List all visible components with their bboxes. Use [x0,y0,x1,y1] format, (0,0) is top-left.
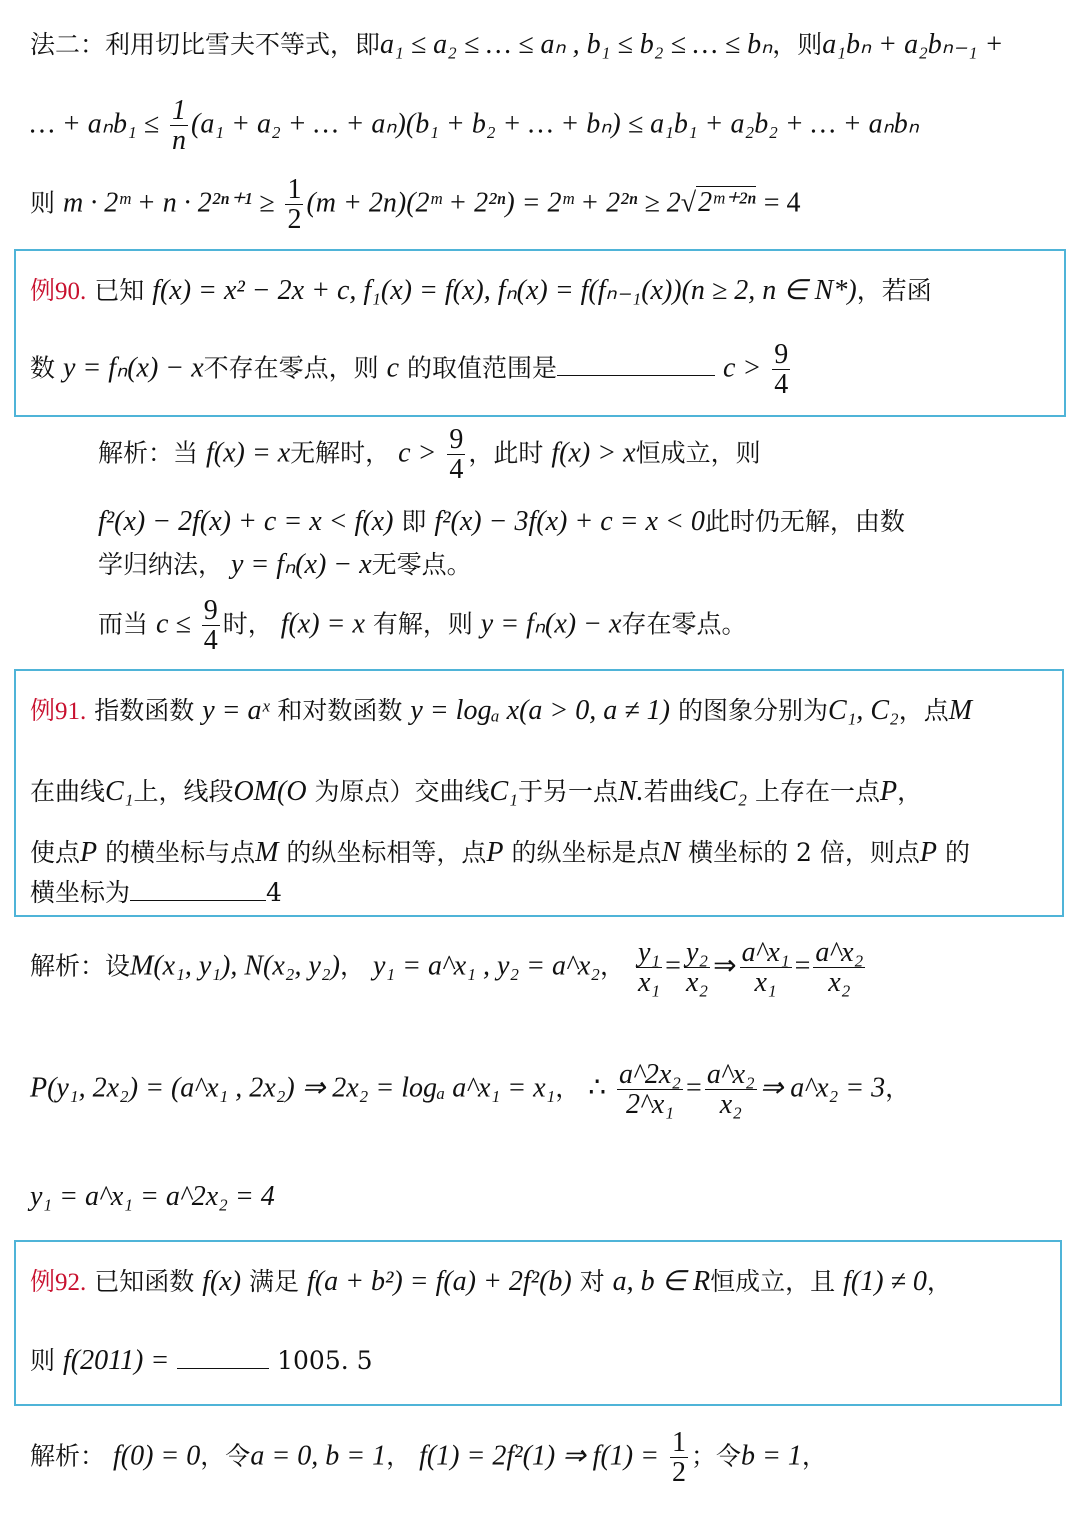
example-label: 例90. [30,278,87,305]
method2-line2: … + aₙb₁ ≤ $\frac{1}{n}$ (a₁ + a₂ + … + aₙ)(b₁ + b₂ + … + bₙ) ≤ a₁b₁ + a₂b₂ + … + aₙbₙ [30,95,919,157]
answer: 4 [266,878,282,907]
example-91-line4: 横坐标为 4 [30,878,282,907]
answer-blank [177,1368,269,1369]
solution-92-line1: 解析： f(0) = 0，令a = 0, b = 1， f(1) = 2f²(1) ⇒ f(1) = $\frac{1}{2}$ ；令b = 1， [30,1427,827,1489]
fraction: $\frac{\text{a\textasciicircum{}x₂}}{\text{x₂}}$ [706,1059,755,1121]
example-label: 例91. [30,698,87,725]
answer-blank [130,900,266,901]
answer: c > [722,352,762,384]
example-91-line1: 例91. 指数函数 y = aˣ 和对数函数 y = logₐ x(a > 0, a ≠ 1) 的图象分别为C₁, C₂，点M [30,695,973,726]
fraction: $\frac{9}{4}$ [774,339,789,401]
answer-blank [557,375,715,376]
method2-line1: 法二：利用切比雪夫不等式，即a₁ ≤ a₂ ≤ … ≤ aₙ , b₁ ≤ b₂ ≤ … ≤ bₙ，则a₁bₙ + a₂bₙ₋₁ + [30,29,1004,60]
example-92-line1: 例92. 已知函数 f(x) 满足 f(a + b²) = f(a) + 2f²(b) 对 a, b ∈ R恒成立，且 f(1) ≠ 0， [30,1266,952,1297]
example-90-line2: 数 y = fₙ(x) − x不存在零点，则 c 的取值范围是 c > $\frac{9}{4}$ [30,339,789,401]
example-91-line3: 使点P 的横坐标与点M 的纵坐标相等，点P 的纵坐标是点N 横坐标的 2 倍，则点P 的 [30,837,970,868]
example-92-line2: 则 f(2011) = 1005. 5 [30,1345,373,1376]
fraction: $\frac{1}{2}$ [287,174,302,236]
solution-90-line1: 解析：当 f(x) = x无解时， c > $\frac{9}{4}$ ，此时 f(x) > x恒成立，则 [98,424,761,486]
solution-90-line4: 而当 c ≤ $\frac{9}{4}$ 时， f(x) = x 有解，则 y = fₙ(x) − x存在零点。 [98,595,747,657]
answer: 1005. 5 [277,1346,373,1375]
example-91-line2: 在曲线C₁上，线段OM(O 为原点）交曲线C₁于另一点N.若曲线C₂ 上存在一点P， [30,776,923,807]
solution-91-line1: 解析：设M(x₁, y₁), N(x₂, y₂)， y₁ = a^x₁ , y₂ = a^x₂， $\frac{\text{y₁}}{\text{x₁}}$ = $\frac{\text{y₂}}{\text{x₂}}$ ⇒ $\frac{\text{a\textasciicircum{}x₁}}{\text{x₁}}$ = $\frac{\text{a\textasciicircum{}x₂}}{\text{x₂}}$ [30,937,864,999]
fraction: $\frac{\text{y₂}}{\text{x₂}}$ [685,937,709,999]
solution-91-line2: P(y₁, 2x₂) = (a^x₁ , 2x₂) ⇒ 2x₂ = logₐ a^x₁ = x₁， ∴ $\frac{\text{a\textasciicircum{}2x₂}}{\text{2\textasciicircum{}x₁}}$ = $\frac{\text{a\textasciicircum{}x₂}}{\text{x₂}}$ ⇒ a^x₂ = 3， [30,1059,911,1121]
fraction: $\frac{\text{y₁}}{\text{x₁}}$ [637,937,661,999]
fraction: $\frac{1}{2}$ [671,1427,686,1489]
solution-90-line2: f²(x) − 2f(x) + c = x < f(x) 即 f²(x) − 3f(x) + c = x < 0此时仍无解，由数 [98,506,905,537]
fraction: $\frac{9}{4}$ [203,595,218,657]
example-90-line1: 例90. 已知 f(x) = x² − 2x + c, f₁(x) = f(x), fₙ(x) = f(fₙ₋₁(x))(n ≥ 2, n ∈ N*)，若函 [30,275,932,306]
fraction: $\frac{\text{a\textasciicircum{}x₂}}{\text{x₂}}$ [815,937,864,999]
example-label: 例92. [30,1269,87,1296]
method2-line3: 则 m · 2ᵐ + n · 2²ⁿ⁺¹ ≥ $\frac{1}{2}$ (m + 2n)(2ᵐ + 2²ⁿ) = 2ᵐ + 2²ⁿ ≥ 2√2ᵐ⁺²ⁿ = 4 [30,174,801,236]
solution-90-line3: 学归纳法， y = fₙ(x) − x无零点。 [98,549,472,580]
fraction: $\frac{\text{a\textasciicircum{}2x₂}}{\text{2\textasciicircum{}x₁}}$ [619,1059,682,1121]
fraction: $\frac{9}{4}$ [449,424,464,486]
fraction: $\frac{\text{a\textasciicircum{}x₁}}{\text{x₁}}$ [741,937,790,999]
fraction: $\frac{1}{n}$ [172,95,187,157]
solution-91-line3: y₁ = a^x₁ = a^2x₂ = 4 [30,1181,275,1212]
